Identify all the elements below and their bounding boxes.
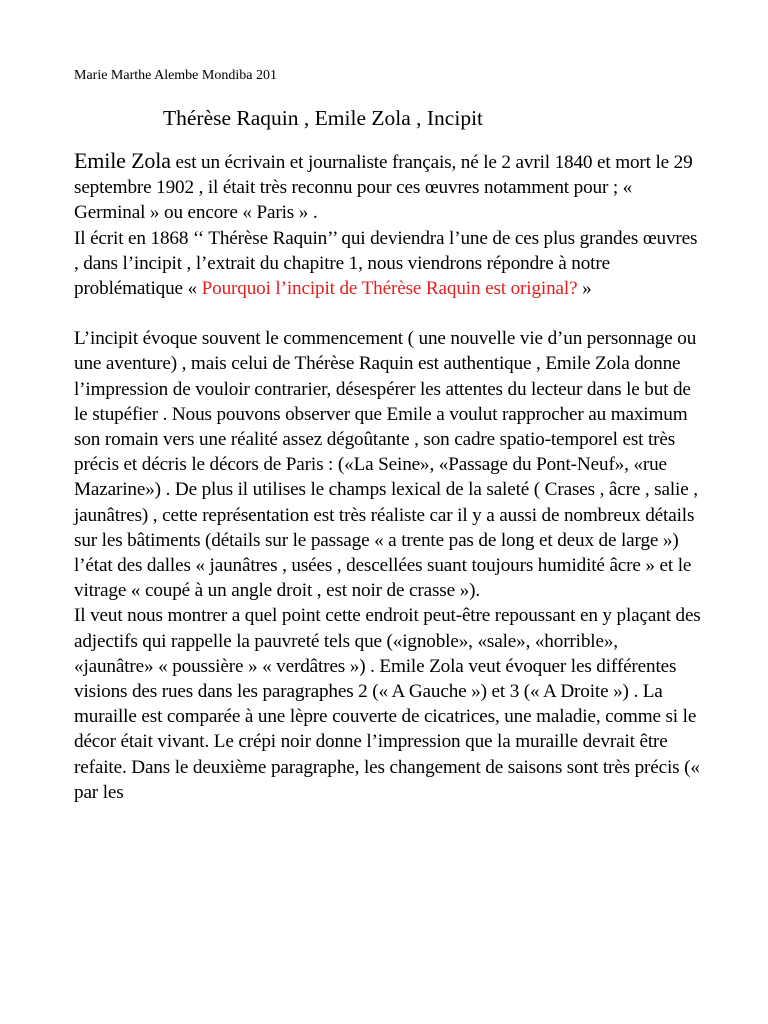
intro-lead: Emile Zola <box>74 148 171 173</box>
intro-text-3: » <box>577 278 592 300</box>
intro-paragraph <box>74 148 702 226</box>
document-title: Thérèse Raquin , Emile Zola , Incipit <box>163 106 484 130</box>
intro-paragraph-2 <box>74 226 702 302</box>
intro-text-1: est un écrivain et journaliste français, né le 2 avril 1840 et mort le 29 septembre 1902 , il était très reconnu pour ces œuvres notamment pour ; « Germinal » ou encore « Paris » . <box>74 152 693 224</box>
body-paragraph-2: Il veut nous montrer a quel point cette endroit peut-être repoussant en y plaçant des adjectifs qui rappelle la pauvreté tels que («ignoble», «sale», «horrible», «jaunâtre» « poussière » « verdâtres ») . Emile Zola veut évoquer les différentes visions des rues dans les paragraphes 2 (« A Gauche ») et 3 (« A Droite ») . La muraille est comparée à une lèpre couverte de cicatrices, une maladie, comme si le décor était vivant. Le crépi noir donne l’impression que la muraille devrait être refaite. Dans le deuxième paragraphe, les changement de saisons sont très précis (« par les <box>74 605 701 803</box>
intro-text-2: Il écrit en 1868 ‘‘ Thérèse Raquin’’ qui deviendra l’une de ces plus grandes œuvres , dans l’incipit , l’extrait du chapitre 1, nous viendrons répondre à notre problématique « <box>74 227 698 300</box>
paragraph-gap <box>74 301 702 326</box>
document-page <box>74 66 702 805</box>
problem-statement: Pourquoi l’incipit de Thérèse Raquin est original? <box>201 278 578 300</box>
body-paragraph-1: L’incipit évoque souvent le commencement ( une nouvelle vie d’un personnage ou une aventure) , mais celui de Thérèse Raquin est authentique , Emile Zola donne l’impression de vouloir contrarier, désespérer les attentes du lecteur dans le but de le stupéfier . Nous pouvons observer que Emile a voulut rapprocher au maximum son romain vers une réalité assez dégoûtante , son cadre spatio-temporel est très précis et décris le décors de Paris : («La Seine», «Passage du Pont-Neuf», «rue Mazarine») . De plus il utilises le champs lexical de la saleté ( Crases , âcre , salie , jaunâtres) , cette représentation est très réaliste car il y a aussi de nombreux détails sur les bâtiments (détails sur le passage « a trente pas de long et deux de large ») l’état des dalles « jaunâtres , usées , descellées suant toujours humidité âcre » et le vitrage « coupé à un angle droit , est noir de crasse »). <box>74 328 698 602</box>
author-line: Marie Marthe Alembe Mondiba 201 <box>74 68 277 83</box>
